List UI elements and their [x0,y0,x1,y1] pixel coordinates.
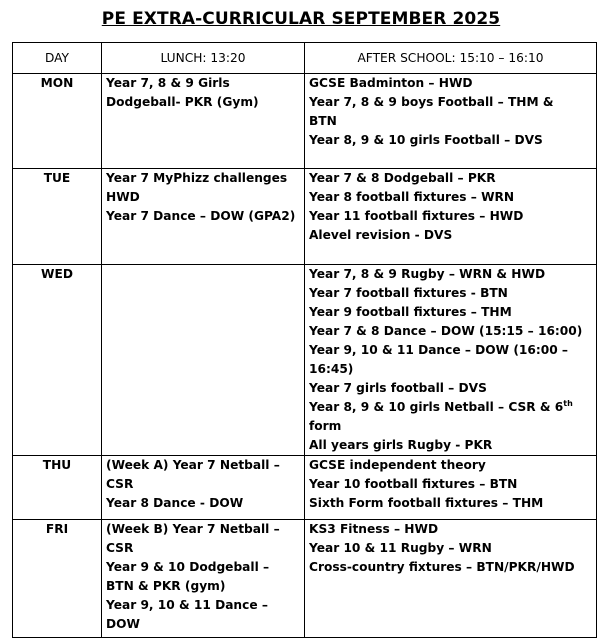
activity-line: Year 7 football fixtures - BTN [309,286,508,300]
table-row-fri [13,520,597,638]
lunch-cell [102,456,305,520]
activity-line: Year 7 & 8 Dance – DOW (15:15 – 16:00) [309,324,583,338]
activity-line: Year 7, 8 & 9 boys Football – THM & [309,95,554,109]
activity-line: Year 8, 9 & 10 girls Netball – CSR & 6th [309,398,573,414]
day-cell: FRI [13,520,102,638]
activity-line: Year 8 football fixtures – WRN [309,190,515,204]
table-row-tue [13,169,597,265]
activity-line: Cross-country fixtures – BTN/PKR/HWD [309,560,575,574]
table-row-wed [13,265,597,456]
activity-line: Year 8, 9 & 10 girls Football – DVS [309,133,543,147]
activity-line: KS3 Fitness – HWD [309,522,439,536]
activity-line: Year 7 MyPhizz challenges [106,171,288,185]
activity-line: Year 8 Dance - DOW [106,496,244,510]
activity-line: Year 7, 8 & 9 Rugby – WRN & HWD [309,267,546,281]
activity-line: All years girls Rugby - PKR [309,438,493,452]
lunch-cell [102,520,305,638]
after-school-cell [305,74,597,169]
activity-line: BTN & PKR (gym) [106,579,226,593]
lunch-cell [102,265,305,456]
activity-line: CSR [106,541,134,555]
after-school-cell [305,265,597,456]
activity-line: Year 7 & 8 Dodgeball – PKR [309,171,496,185]
activity-line: Year 9 football fixtures – THM [309,305,512,319]
header-lunch: LUNCH: 13:20 [102,43,305,74]
activity-line: Sixth Form football fixtures – THM [309,496,544,510]
schedule-table [12,42,597,638]
activity-line: GCSE Badminton – HWD [309,76,473,90]
day-cell: THU [13,456,102,520]
activity-line: Year 9, 10 & 11 Dance – [106,598,268,612]
lunch-cell [102,74,305,169]
day-cell: MON [13,74,102,169]
day-cell: TUE [13,169,102,265]
after-school-cell [305,456,597,520]
table-row-thu [13,456,597,520]
activity-line: CSR [106,477,134,491]
activity-line: 16:45) [309,362,354,376]
after-school-cell [305,520,597,638]
activity-line: (Week B) Year 7 Netball – [106,522,280,536]
page-title: PE EXTRA-CURRICULAR SEPTEMBER 2025 [101,9,501,29]
activity-line: Dodgeball- PKR (Gym) [106,95,259,109]
activity-line: Year 11 football fixtures – HWD [309,209,524,223]
activity-line: DOW [106,617,140,631]
table-row-mon [13,74,597,169]
activity-line: BTN [309,114,337,128]
day-cell: WED [13,265,102,456]
lunch-cell [102,169,305,265]
activity-line: Year 10 & 11 Rugby – WRN [309,541,492,555]
activity-line: Year 9 & 10 Dodgeball – [106,560,270,574]
activity-line: Year 9, 10 & 11 Dance – DOW (16:00 – [309,343,569,357]
activity-line: Year 10 football fixtures – BTN [309,477,518,491]
after-school-cell [305,169,597,265]
activity-line: Year 7 girls football – DVS [309,381,487,395]
activity-line: HWD [106,190,140,204]
activity-line: (Week A) Year 7 Netball – [106,458,280,472]
activity-line: GCSE independent theory [309,458,486,472]
header-row [13,43,597,74]
header-day: DAY [13,43,102,74]
activity-line: Year 7, 8 & 9 Girls [106,76,230,90]
activity-line: Year 7 Dance – DOW (GPA2) [106,209,296,223]
activity-line: form [309,419,342,433]
activity-line: Alevel revision - DVS [309,228,453,242]
header-after-school: AFTER SCHOOL: 15:10 – 16:10 [305,43,597,74]
